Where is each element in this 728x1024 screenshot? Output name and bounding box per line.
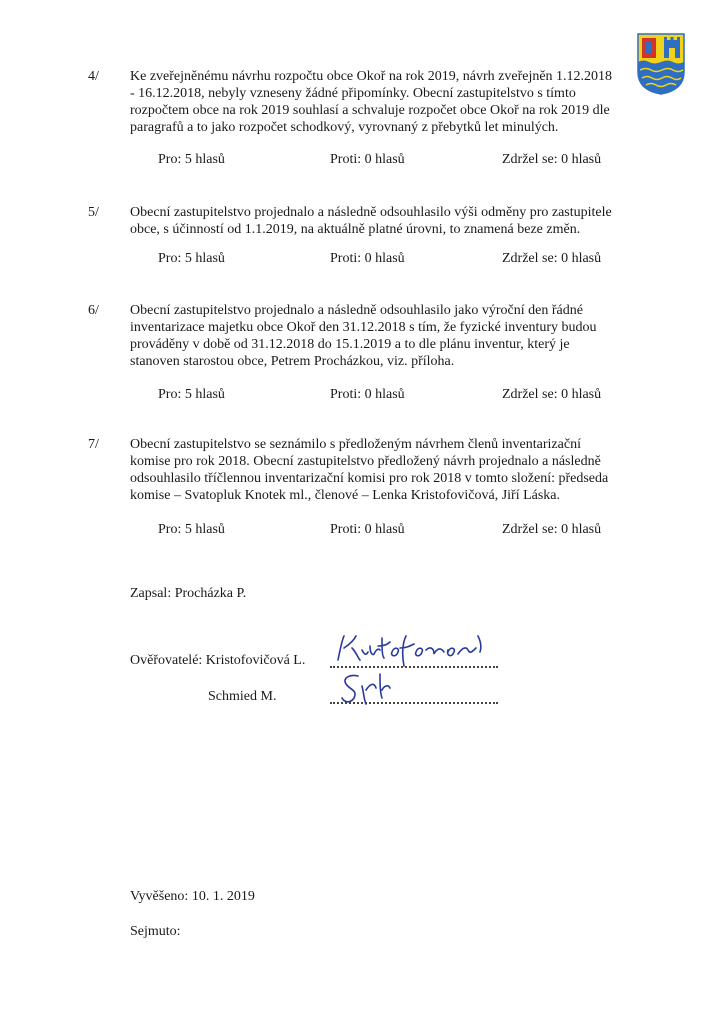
vote-proti: Proti: 0 hlasů [330, 251, 405, 266]
vote-zdrzel: Zdržel se: 0 hlasů [502, 387, 602, 402]
item-line: Obecní zastupitelstvo projednalo a následně odsouhlasilo jako výroční den řádné [130, 303, 583, 318]
coat-of-arms-icon [636, 32, 686, 96]
signature-kristofovicova [330, 626, 500, 674]
item-text [130, 68, 640, 136]
verifier-2-name: Schmied M. [208, 689, 277, 704]
item-line: paragrafů a to jako rozpočet schodkový, vyrovnaný z přebytků let minulých. [130, 120, 559, 135]
vote-proti: Proti: 0 hlasů [330, 152, 405, 167]
item-number: 4/ [88, 69, 99, 84]
recorded-by: Zapsal: Procházka P. [130, 586, 247, 601]
item-line: komise – Svatopluk Knotek ml., členové – Lenka Kristofovičová, Jiří Láska. [130, 488, 561, 503]
item-line: - 16.12.2018, nebyly vzneseny žádné připomínky. Obecní zastupitelstvo s tímto [130, 86, 576, 101]
vote-zdrzel: Zdržel se: 0 hlasů [502, 251, 602, 266]
item-line: inventarizace majetku obce Okoř den 31.12.2018 s tím, že fyzické inventury budou [130, 320, 597, 335]
vote-pro: Pro: 5 hlasů [158, 387, 225, 402]
item-line: Obecní zastupitelstvo projednalo a následně odsouhlasilo výši odměny pro zastupitele [130, 205, 612, 220]
posted-date: Vyvěšeno: 10. 1. 2019 [130, 889, 255, 904]
item-line: obce, s účinností od 1.1.2019, na aktuálně platné úrovni, to znamená beze změn. [130, 222, 581, 237]
item-number: 5/ [88, 205, 99, 220]
item-number: 7/ [88, 437, 99, 452]
removed-date: Sejmuto: [130, 924, 181, 939]
vote-zdrzel: Zdržel se: 0 hlasů [502, 152, 602, 167]
vote-proti: Proti: 0 hlasů [330, 522, 405, 537]
item-line: stanoven starostou obce, Petrem Procházkou, viz. příloha. [130, 354, 455, 369]
verifiers-label: Ověřovatelé: Kristofovičová L. [130, 653, 306, 668]
item-number: 6/ [88, 303, 99, 318]
item-line: odsouhlasilo tříčlennou inventarizační komisi pro rok 2018 v tomto složení: předseda [130, 471, 609, 486]
item-line: komise pro rok 2018. Obecní zastupitelstvo předložený návrh projednalo a následně [130, 454, 601, 469]
item-text [130, 302, 640, 370]
vote-pro: Pro: 5 hlasů [158, 522, 225, 537]
item-line: Obecní zastupitelstvo se seznámilo s předloženým návrhem členů inventarizační [130, 437, 581, 452]
item-text [130, 436, 640, 504]
vote-zdrzel: Zdržel se: 0 hlasů [502, 522, 602, 537]
vote-pro: Pro: 5 hlasů [158, 152, 225, 167]
signature-schmied [336, 668, 396, 712]
vote-pro: Pro: 5 hlasů [158, 251, 225, 266]
vote-proti: Proti: 0 hlasů [330, 387, 405, 402]
item-line: Ke zveřejněnému návrhu rozpočtu obce Okoř na rok 2019, návrh zveřejněn 1.12.2018 [130, 69, 613, 84]
item-line: prováděny v době od 31.12.2018 do 15.1.2019 a to dle plánu inventur, který je [130, 337, 570, 352]
item-line: rozpočtem obce na rok 2019 souhlasí a schvaluje rozpočet obce Okoř na rok 2019 dle [130, 103, 610, 118]
item-text [130, 204, 640, 238]
